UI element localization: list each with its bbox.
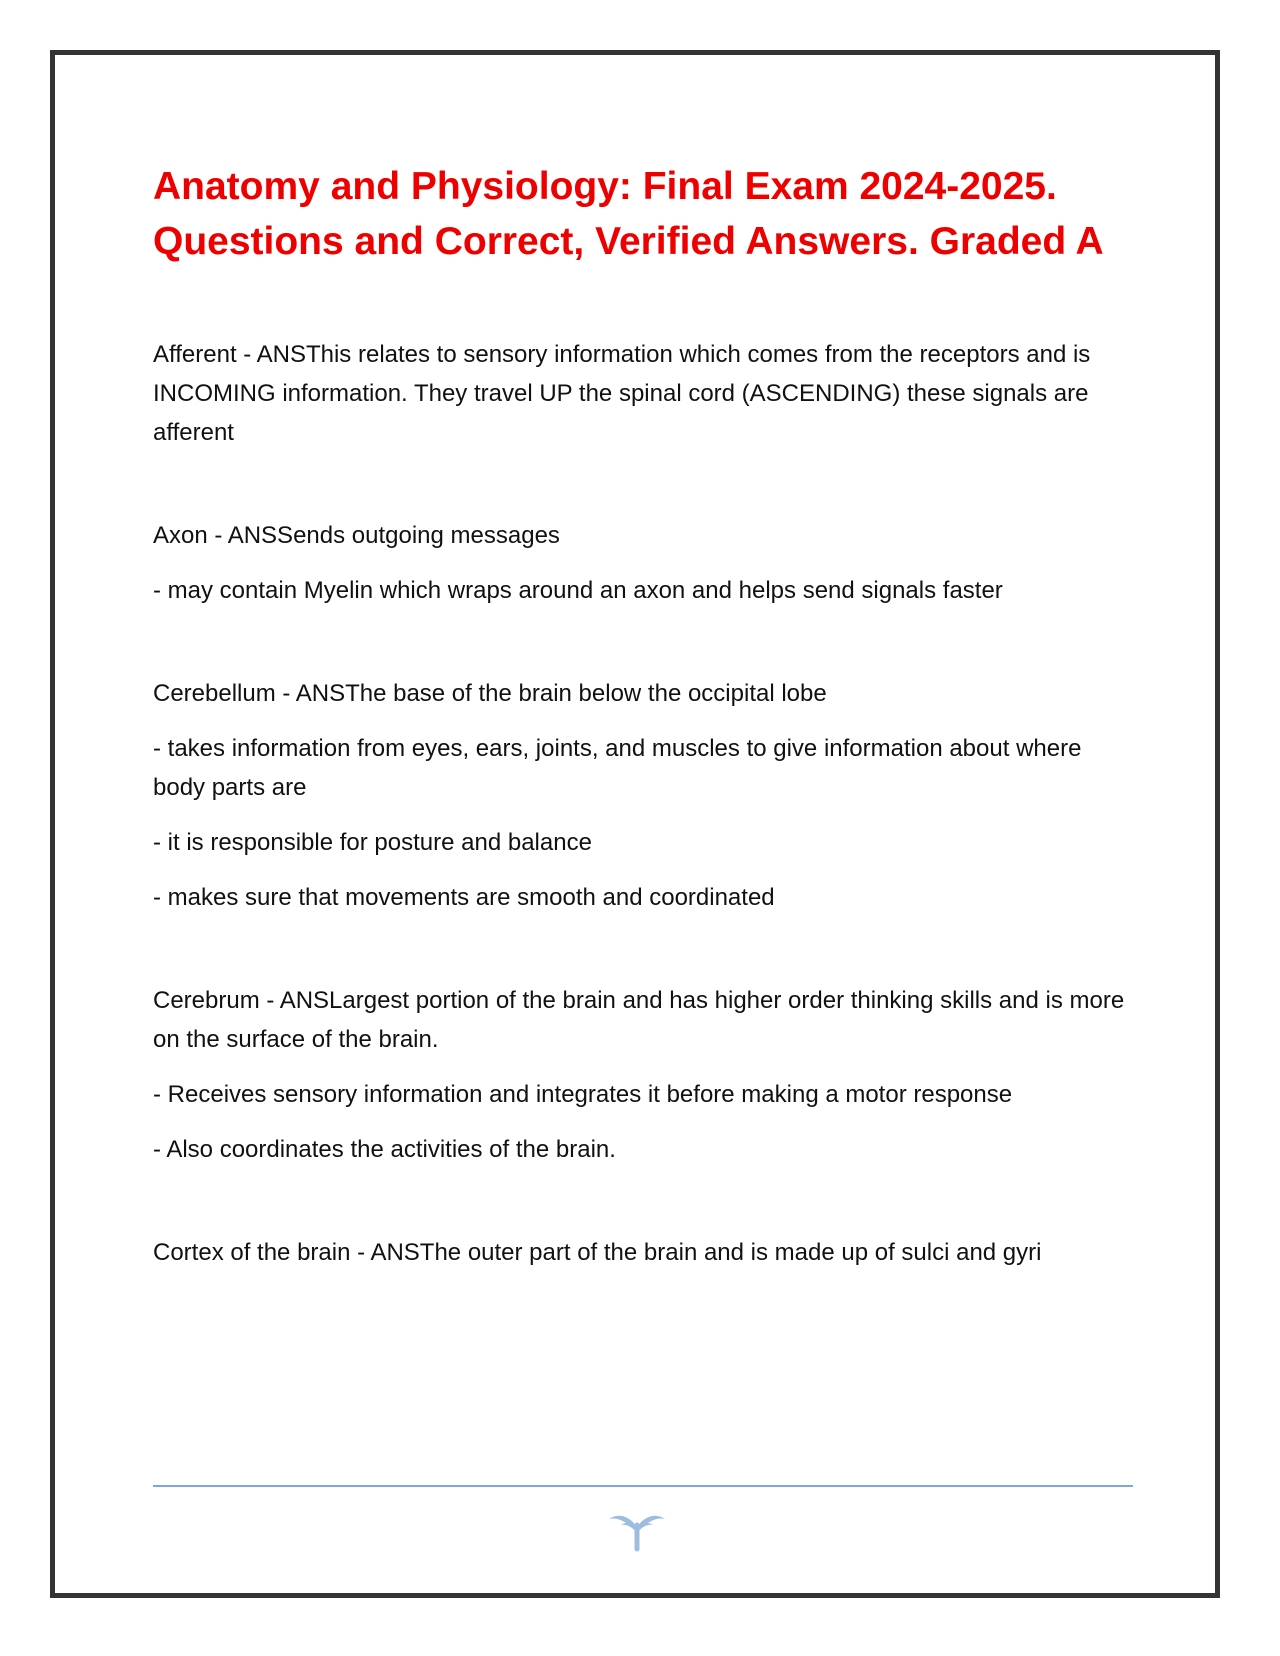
page-frame bbox=[50, 50, 1220, 1598]
entry-paragraph: Axon - ANSSends outgoing messages bbox=[153, 522, 560, 549]
title-line-1: Anatomy and Physiology: Final Exam 2024-2025. bbox=[153, 165, 1057, 208]
title-line-2: Questions and Correct, Verified Answers. Graded A bbox=[153, 220, 1104, 263]
sprout-icon bbox=[607, 1499, 667, 1559]
document-body bbox=[153, 159, 1133, 1336]
entry-cerebellum bbox=[153, 674, 1133, 917]
entry-paragraph: - takes information from eyes, ears, joints, and muscles to give information about where body parts are bbox=[153, 735, 1082, 801]
entry-paragraph: Afferent - ANSThis relates to sensory information which comes from the receptors and is INCOMING information. They travel UP the spinal cord (ASCENDING) these signals are afferent bbox=[153, 341, 1091, 446]
entry-paragraph: - Also coordinates the activities of the brain. bbox=[153, 1136, 616, 1163]
entry-paragraph: - may contain Myelin which wraps around an axon and helps send signals faster bbox=[153, 577, 1003, 604]
entry-afferent bbox=[153, 335, 1133, 452]
entry-paragraph: Cerebellum - ANSThe base of the brain below the occipital lobe bbox=[153, 680, 827, 707]
entry-paragraph: - it is responsible for posture and balance bbox=[153, 829, 592, 856]
entry-cerebrum bbox=[153, 981, 1133, 1169]
entry-paragraph: - Receives sensory information and integrates it before making a motor response bbox=[153, 1081, 1013, 1108]
document-title bbox=[153, 159, 1133, 269]
entry-paragraph: - makes sure that movements are smooth and coordinated bbox=[153, 884, 775, 911]
entry-paragraph: Cerebrum - ANSLargest portion of the brain and has higher order thinking skills and is more on the surface of the brain. bbox=[153, 987, 1125, 1053]
entry-cortex bbox=[153, 1233, 1133, 1272]
entry-axon bbox=[153, 516, 1133, 610]
entry-paragraph: Cortex of the brain - ANSThe outer part of the brain and is made up of sulci and gyri bbox=[153, 1239, 1042, 1266]
footer-divider bbox=[153, 1485, 1133, 1487]
